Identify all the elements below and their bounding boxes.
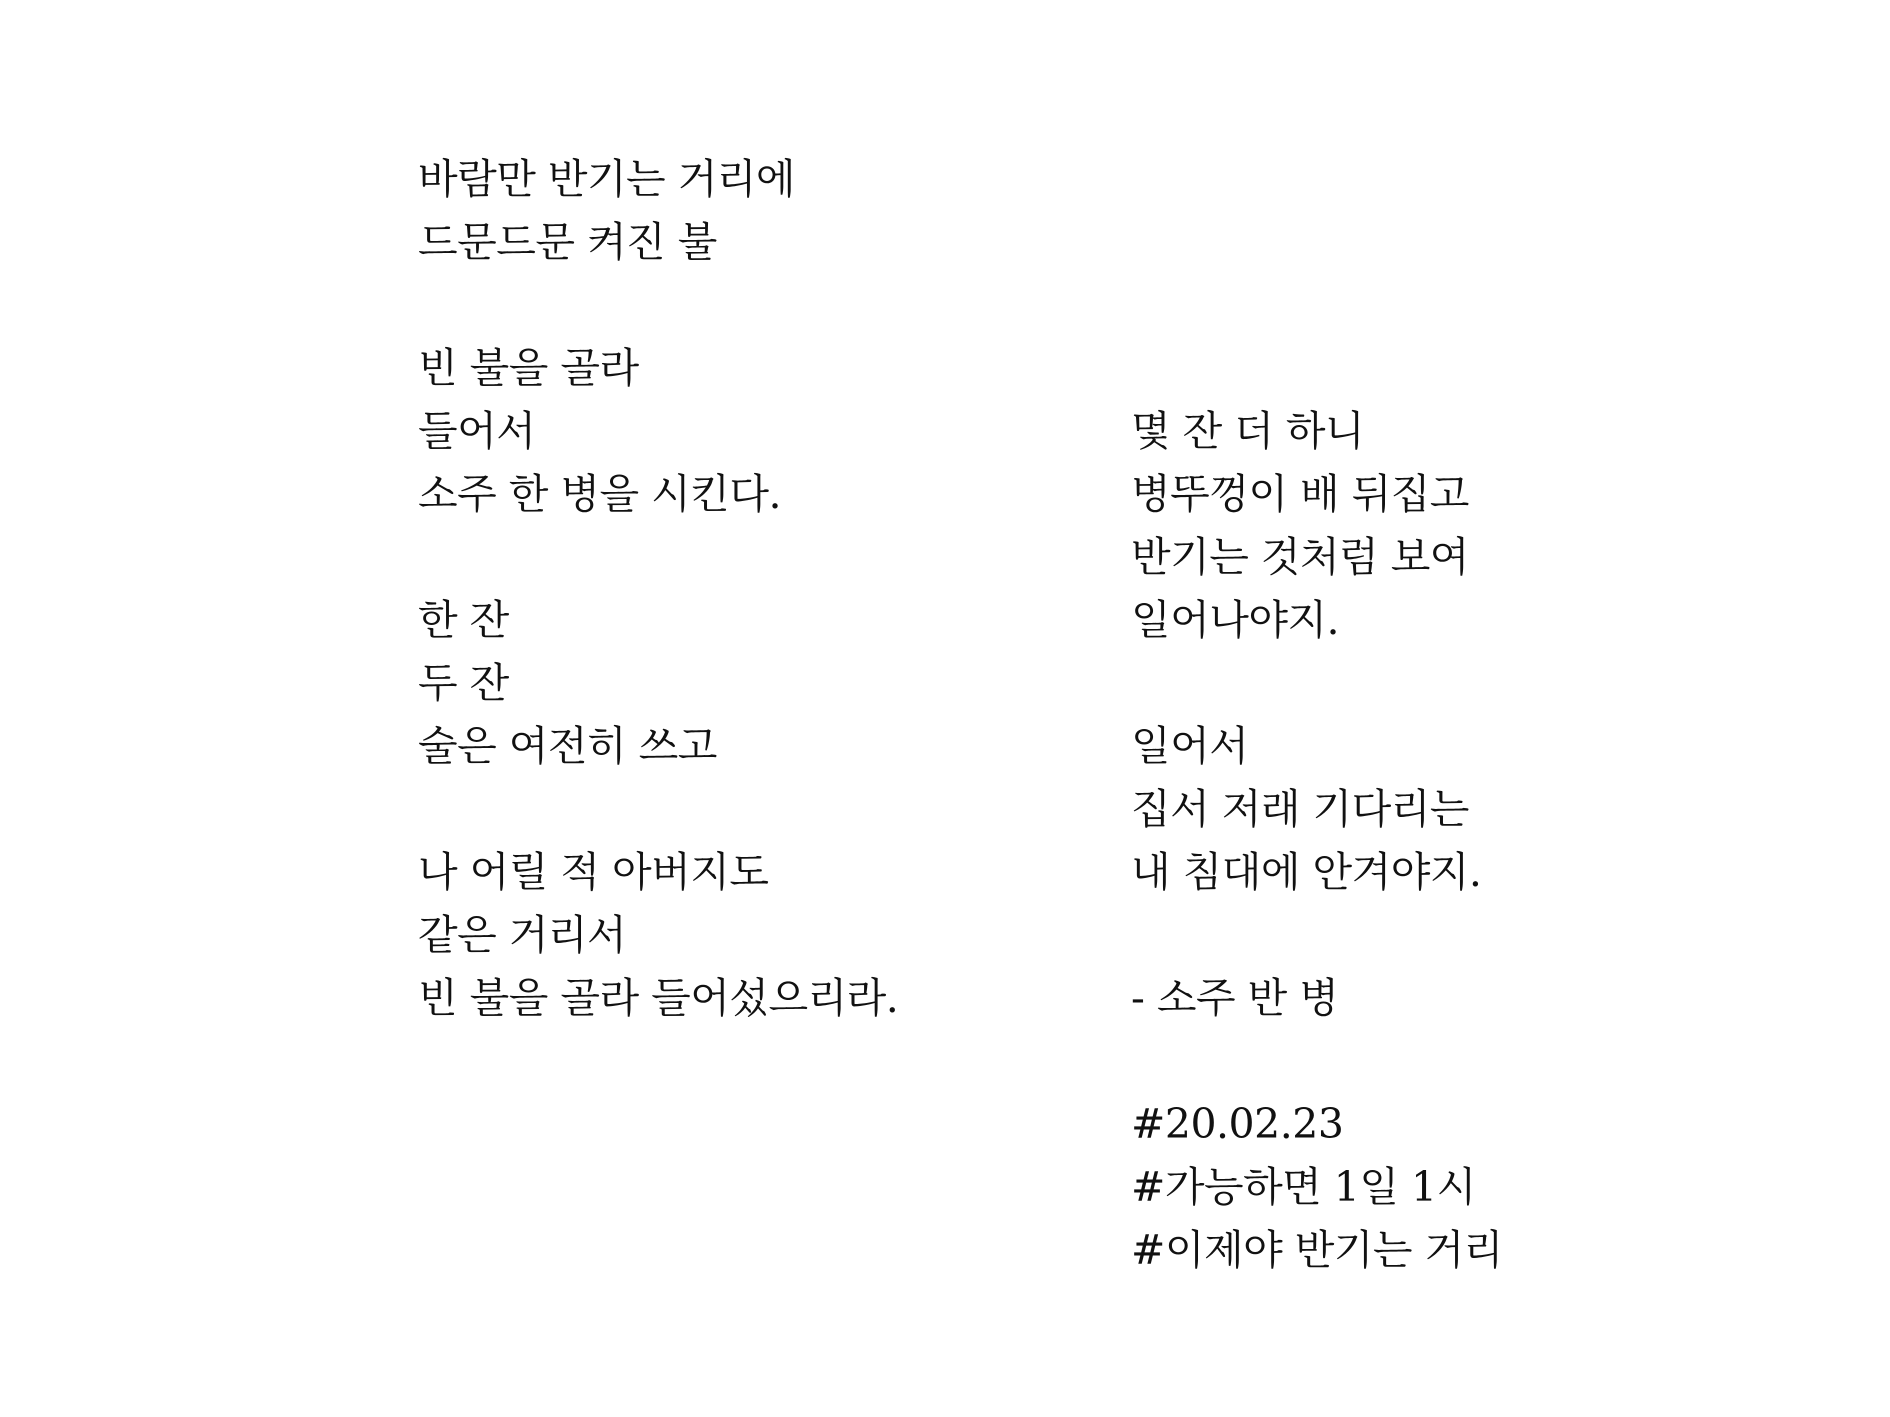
poem-left-line: 소주 한 병을 시킨다. [418, 470, 781, 518]
poem-right-column [1131, 148, 1503, 1282]
poem-right-line: - 소주 반 병 [1131, 974, 1339, 1022]
poem-left-column [418, 148, 898, 1030]
poem-right-line: 반기는 것처럼 보여 [1131, 533, 1469, 581]
poem-left-stanza-break [418, 778, 898, 841]
poem-right-line: 내 침대에 안겨야지. [1131, 848, 1482, 896]
poem-right-stanza-break [1131, 904, 1503, 967]
poem-right-line: #이제야 반기는 거리 [1131, 1226, 1503, 1274]
poem-right-stanza-break [1131, 211, 1503, 274]
poem-left-line: 드문드문 켜진 불 [418, 218, 717, 266]
poem-left-line: 한 잔 [418, 596, 509, 644]
poem-left-stanza-break [418, 526, 898, 589]
poem-right-stanza-break [1131, 148, 1503, 211]
poem-right-stanza-break [1131, 274, 1503, 337]
poem-right-line: #20.02.23 [1131, 1100, 1344, 1148]
poem-left-line: 술은 여전히 쓰고 [418, 722, 717, 770]
poem-right-line: 집서 저래 기다리는 [1131, 785, 1469, 833]
poem-right-stanza-break [1131, 337, 1503, 400]
poem-left-line: 바람만 반기는 거리에 [418, 155, 796, 203]
poem-right-line: #가능하면 1일 1시 [1131, 1163, 1476, 1211]
poem-left-line: 같은 거리서 [418, 911, 627, 959]
poem-right-line: 일어나야지. [1131, 596, 1340, 644]
poem-right-stanza-break [1131, 652, 1503, 715]
poem-left-line: 빈 불을 골라 들어섰으리라. [418, 974, 899, 1022]
poem-left-line: 들어서 [418, 407, 536, 455]
poem-right-line: 몇 잔 더 하니 [1131, 407, 1365, 455]
poem-left-stanza-break [418, 274, 898, 337]
poem-left-line: 두 잔 [418, 659, 509, 707]
poem-right-line: 일어서 [1131, 722, 1249, 770]
poem-left-line: 빈 불을 골라 [418, 344, 639, 392]
poem-right-stanza-break [1131, 1030, 1503, 1093]
poem-right-line: 병뚜껑이 배 뒤집고 [1131, 470, 1469, 518]
poem-left-line: 나 어릴 적 아버지도 [418, 848, 769, 896]
